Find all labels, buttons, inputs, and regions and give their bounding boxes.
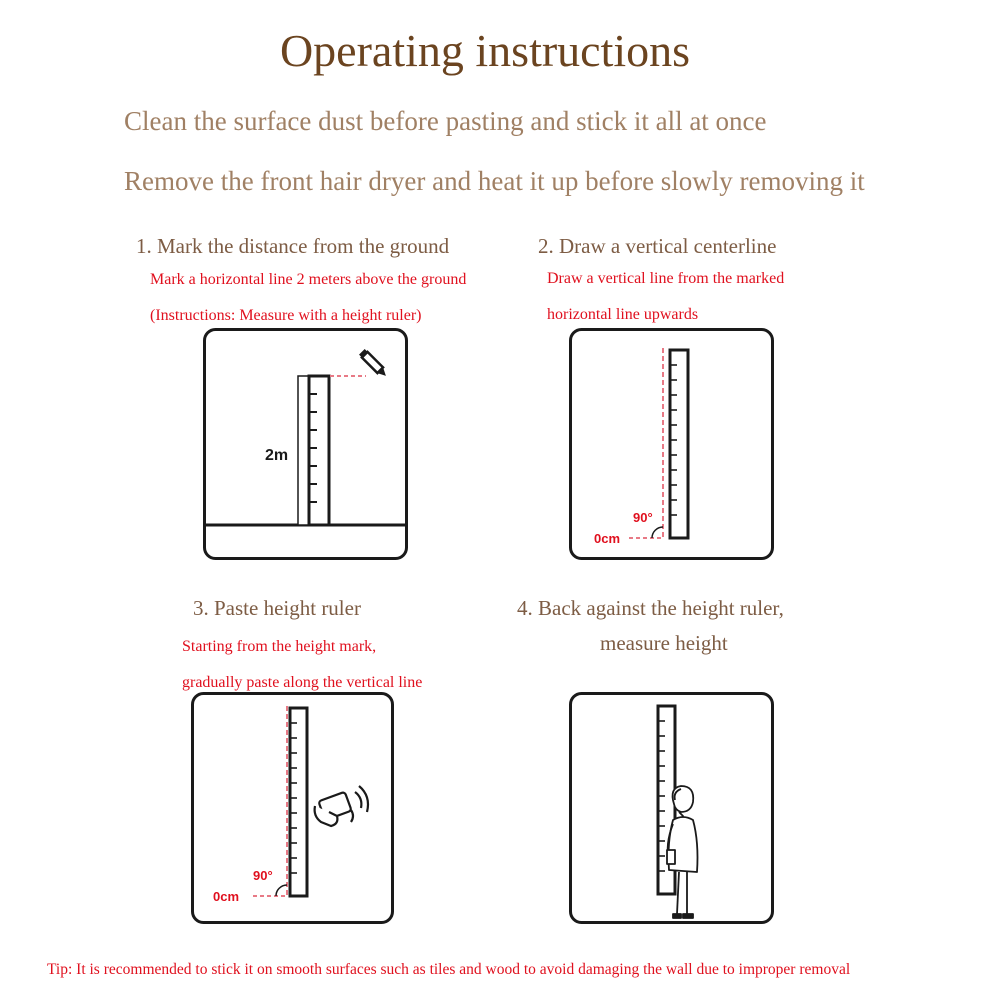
- page-title: Operating instructions: [279, 25, 691, 76]
- step-3-illustration: [191, 692, 394, 925]
- step-4-illustration: [569, 692, 774, 925]
- angle-label: 90°: [253, 868, 273, 883]
- step-3-note-2: gradually paste along the vertical line: [182, 674, 423, 691]
- step-1-illustration: [203, 328, 408, 561]
- zero-label: 0cm: [594, 531, 621, 546]
- step-2-heading: 2. Draw a vertical centerline: [538, 234, 777, 258]
- zero-label: 0cm: [213, 889, 240, 904]
- step-3-note-1: Starting from the height mark,: [182, 638, 377, 655]
- tip-text: Tip: It is recommended to stick it on smooth surfaces such as tiles and wood to avoid damaging the wall due to improper removal: [47, 961, 851, 978]
- instruction-line-remove: Remove the front hair dryer and heat it up before slowly removing it: [124, 166, 865, 196]
- step-2-illustration: [569, 328, 774, 561]
- step-4-heading-line-2: measure height: [600, 631, 728, 655]
- height-ruler: [670, 350, 688, 538]
- distance-label: 2m: [265, 447, 289, 464]
- step-1-heading: 1. Mark the distance from the ground: [136, 234, 450, 258]
- step-1-note-1: Mark a horizontal line 2 meters above the ground: [150, 271, 467, 288]
- step-1-note-2: (Instructions: Measure with a height ruler): [150, 307, 422, 324]
- step-2-note-1: Draw a vertical line from the marked: [547, 270, 785, 287]
- step-3-heading: 3. Paste height ruler: [193, 596, 361, 620]
- angle-label: 90°: [633, 510, 653, 525]
- step-4-heading: 4. Back against the height ruler,: [517, 596, 784, 620]
- step-2-note-2: horizontal line upwards: [547, 306, 699, 323]
- instruction-line-clean: Clean the surface dust before pasting and stick it all at once: [124, 106, 767, 136]
- height-ruler: [290, 708, 307, 896]
